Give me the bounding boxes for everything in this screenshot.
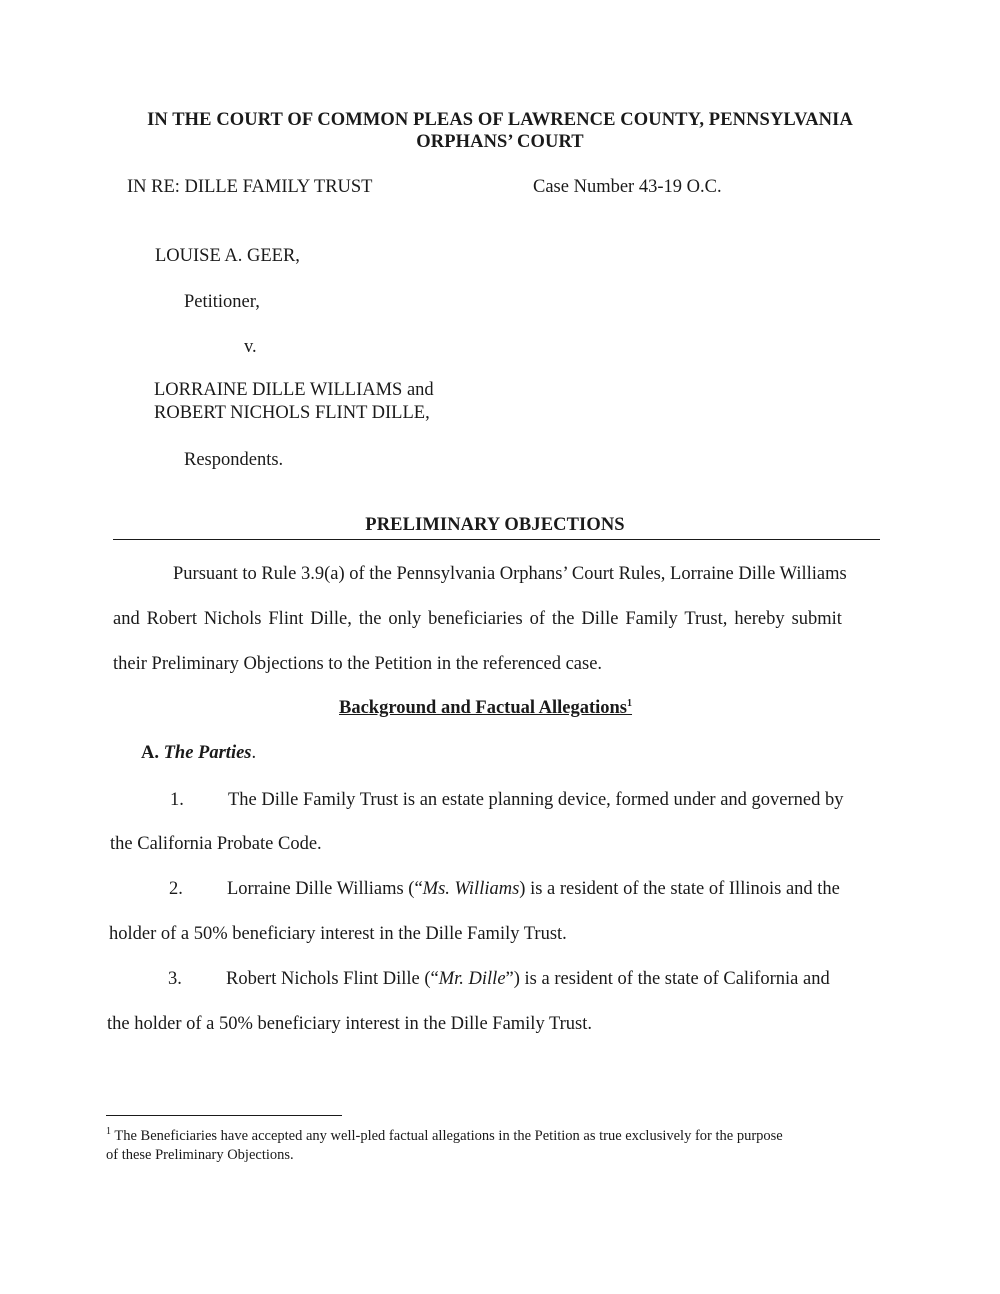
- intro-line1: Pursuant to Rule 3.9(a) of the Pennsylvania Orphans’ Court Rules, Lorraine Dille Williams: [173, 564, 847, 584]
- footnote-text1: The Beneficiaries have accepted any well-pled factual allegations in the Petition as true exclusively for the purpose: [114, 1128, 783, 1144]
- paragraph-2-line2: holder of a 50% beneficiary interest in the Dille Family Trust.: [109, 924, 567, 944]
- section-heading: [339, 698, 632, 719]
- caption-in-re: IN RE: DILLE FAMILY TRUST: [127, 177, 373, 197]
- versus: v.: [244, 337, 257, 357]
- petitioner-role: Petitioner,: [184, 292, 260, 312]
- paragraph-2-defined-term: Ms. Williams: [422, 879, 520, 899]
- petitioner-name: LOUISE A. GEER,: [155, 246, 300, 266]
- respondent-line1: LORRAINE DILLE WILLIAMS and: [154, 380, 434, 400]
- subheading-label: A.: [141, 743, 159, 763]
- court-name-line1: IN THE COURT OF COMMON PLEAS OF LAWRENCE COUNTY, PENNSYLVANIA: [147, 110, 853, 130]
- intro-line3: their Preliminary Objections to the Petition in the referenced case.: [113, 654, 603, 674]
- paragraph-3-line1: [168, 969, 830, 990]
- paragraph-1-number: 1.: [170, 790, 184, 810]
- paragraph-1-line2: the California Probate Code.: [110, 834, 322, 854]
- case-number: Case Number 43-19 O.C.: [533, 177, 722, 197]
- court-name-line2: ORPHANS’ COURT: [416, 132, 584, 152]
- paragraph-2-text1a: Lorraine Dille Williams (“: [227, 879, 423, 899]
- document-title: PRELIMINARY OBJECTIONS: [365, 515, 625, 535]
- paragraph-3-line2: the holder of a 50% beneficiary interest in the Dille Family Trust.: [107, 1014, 593, 1034]
- subheading-period: .: [251, 743, 257, 763]
- paragraph-1-text1: The Dille Family Trust is an estate planning device, formed under and governed by: [228, 790, 844, 810]
- subheading-title: The Parties: [163, 743, 252, 763]
- footnote-mark: 1: [106, 1126, 111, 1138]
- section-heading-text: Background and Factual Allegations: [339, 698, 628, 718]
- paragraph-3-text1a: Robert Nichols Flint Dille (“: [226, 969, 439, 989]
- footnote-rule: [106, 1115, 342, 1116]
- title-rule: [113, 539, 880, 540]
- footnote-line2: of these Preliminary Objections.: [106, 1147, 294, 1163]
- paragraph-3-defined-term: Mr. Dille: [438, 969, 506, 989]
- footnote-line1: [106, 1128, 783, 1145]
- intro-line2: and Robert Nichols Flint Dille, the only beneficiaries of the Dille Family Trust, hereby submit: [113, 609, 842, 629]
- subheading: [141, 743, 256, 764]
- paragraph-3-number: 3.: [168, 969, 182, 989]
- paragraph-2-line1: [169, 879, 840, 900]
- paragraph-2-number: 2.: [169, 879, 183, 899]
- respondent-role: Respondents.: [184, 450, 284, 470]
- footnote-ref: 1: [627, 697, 633, 709]
- paragraph-3-text1b: ”) is a resident of the state of California and: [505, 969, 830, 989]
- paragraph-2-text1b: ) is a resident of the state of Illinois and the: [519, 879, 840, 899]
- respondent-line2: ROBERT NICHOLS FLINT DILLE,: [154, 403, 430, 423]
- paragraph-1-line1: [170, 790, 844, 811]
